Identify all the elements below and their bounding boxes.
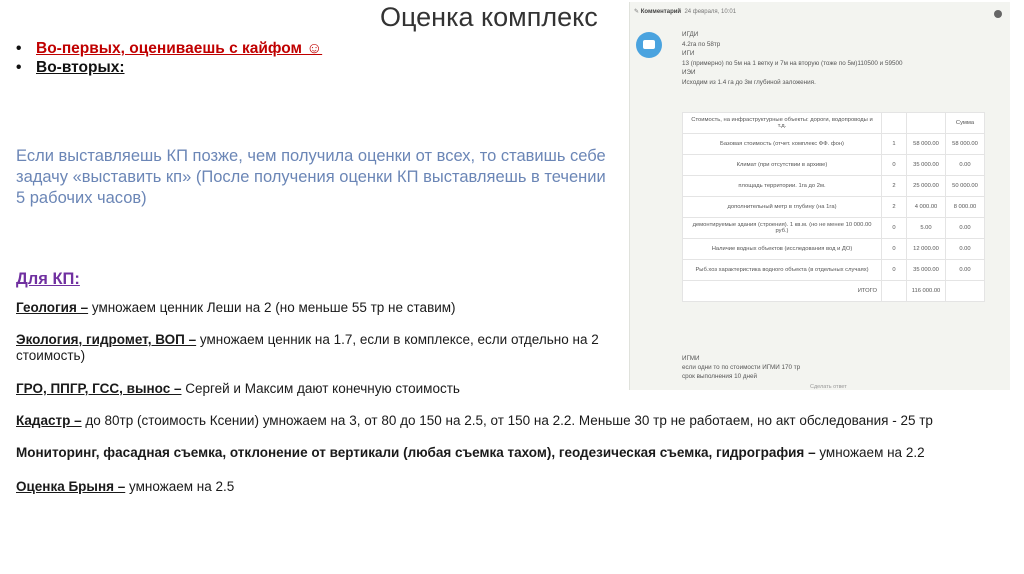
comment-date: 24 февраля, 10:01 bbox=[684, 9, 737, 15]
rule-gro bbox=[16, 380, 460, 397]
rule-gro-text: Сергей и Максим дают конечную стоимость bbox=[181, 381, 460, 396]
bullet-dot-icon: • bbox=[16, 40, 22, 57]
row-qty: 0 bbox=[882, 155, 907, 176]
rule-bryn-label: Оценка Брыня – bbox=[16, 479, 126, 494]
table-row bbox=[683, 239, 985, 260]
rule-monitoring-label: Мониторинг, фасадная съемка, отклонение от вертикали (любая съемка тахом), геодезическая съемка, гидрография – bbox=[16, 445, 816, 460]
table-row bbox=[683, 281, 985, 302]
comment-header bbox=[634, 8, 736, 15]
row-price: 5.00 bbox=[907, 218, 946, 239]
row-sum: 0.00 bbox=[946, 218, 985, 239]
rule-ecology-tail: стоимость) bbox=[16, 348, 86, 363]
row-label: площадь территории. 1га до 2м. bbox=[683, 176, 882, 197]
table-header-cell: Стоимость, на инфраструктурные объекты: дороги, водопроводы и т.д. bbox=[683, 113, 882, 134]
rule-cadastre bbox=[16, 412, 933, 429]
row-label: Базовая стоимость (отчет. комплекс ФФ. фон) bbox=[683, 134, 882, 155]
message-line: ИГИ bbox=[682, 50, 695, 57]
table-row bbox=[683, 218, 985, 239]
chat-icon bbox=[636, 32, 662, 58]
total-value: 116 000.00 bbox=[907, 281, 946, 302]
rule-geology-text: умножаем ценник Леши на 2 (но меньше 55 тр не ставим) bbox=[88, 300, 456, 315]
table-row bbox=[683, 155, 985, 176]
row-qty: 1 bbox=[882, 134, 907, 155]
comment-message-2 bbox=[682, 354, 800, 381]
row-label: дополнительный метр в глубину (на 1га) bbox=[683, 197, 882, 218]
row-qty: 2 bbox=[882, 176, 907, 197]
comment-message bbox=[682, 30, 902, 87]
row-sum: 0.00 bbox=[946, 155, 985, 176]
message-line: 13 (примерно) по 5м на 1 ветку и 7м на вторую (тоже по 5м)110500 и 59500 bbox=[682, 59, 903, 67]
message-line: срок выполнения 10 дней bbox=[682, 373, 758, 380]
row-price: 35 000.00 bbox=[907, 260, 946, 281]
message-line: ИГМИ bbox=[682, 355, 700, 362]
total-label: ИТОГО bbox=[683, 281, 882, 302]
rule-ecology-label: Экология, гидромет, ВОП – bbox=[16, 332, 197, 347]
message-line: ИГДИ bbox=[682, 31, 699, 38]
row-sum: 0.00 bbox=[946, 260, 985, 281]
slide-title: Оценка комплекс bbox=[380, 2, 598, 32]
table-row bbox=[683, 134, 985, 155]
avatar bbox=[994, 10, 1002, 18]
row-price: 4 000.00 bbox=[907, 197, 946, 218]
rule-geology-label: Геология – bbox=[16, 300, 89, 315]
row-label: Наличие водных объектов (исследования вод и ДО) bbox=[683, 239, 882, 260]
row-label: Рыб.хоз характеристика водного объекта (в отдельных случаях) bbox=[683, 260, 882, 281]
bullet-first bbox=[16, 40, 322, 58]
row-label: демонтируемые здания (строения). 1 кв.м. (но не менее 10 000.00 руб.) bbox=[683, 218, 882, 239]
row-qty: 0 bbox=[882, 218, 907, 239]
rule-gro-label: ГРО, ППГР, ГСС, вынос – bbox=[16, 381, 182, 396]
comment-header-label: Комментарий bbox=[640, 9, 682, 15]
deadline-paragraph: Если выставляешь КП позже, чем получила оценки от всех, то ставишь себе задачу «выставить кп» (После получения оценки КП выставляешь в течении 5 рабочих часов) bbox=[16, 147, 606, 207]
row-price: 25 000.00 bbox=[907, 176, 946, 197]
table-row bbox=[683, 197, 985, 218]
rule-cadastre-label: Кадастр – bbox=[16, 413, 82, 428]
rule-geology bbox=[16, 299, 456, 316]
message-line: Исходим из 1.4 га до 3м глубиной заложения. bbox=[682, 78, 816, 86]
table-row bbox=[683, 113, 985, 134]
message-line: ИЭИ bbox=[682, 69, 696, 76]
row-label: Климат (при отсутствии в архиве) bbox=[683, 155, 882, 176]
rule-monitoring-text: умножаем на 2.2 bbox=[815, 445, 925, 460]
rule-cadastre-text: до 80тр (стоимость Ксении) умножаем на 3, от 80 до 150 на 2.5, от 150 на 2.2. Меньше 30 тр не работаем, но акт обследования - 25 тр bbox=[81, 413, 933, 428]
bullet-second-text: Во-вторых: bbox=[36, 59, 125, 76]
rule-ecology bbox=[16, 331, 599, 348]
bullet-first-text: Во-первых, оцениваешь с кайфом ☺ bbox=[36, 40, 323, 57]
row-qty: 0 bbox=[882, 260, 907, 281]
row-price: 58 000.00 bbox=[907, 134, 946, 155]
row-price: 35 000.00 bbox=[907, 155, 946, 176]
bullet-second bbox=[16, 59, 322, 77]
rule-ecology-text: умножаем ценник на 1.7, если в комплексе, если отдельно на 2 bbox=[196, 332, 599, 347]
row-sum: 0.00 bbox=[946, 239, 985, 260]
pencil-icon: ✎ bbox=[634, 9, 641, 15]
sum-header-cell: Сумма bbox=[946, 113, 985, 134]
cost-table bbox=[682, 112, 985, 302]
row-sum: 8 000.00 bbox=[946, 197, 985, 218]
message-line: если одни то по стоимости ИГМИ 170 тр bbox=[682, 364, 801, 371]
row-sum: 50 000.00 bbox=[946, 176, 985, 197]
rule-bryn bbox=[16, 478, 234, 495]
kp-heading: Для КП: bbox=[16, 270, 80, 288]
bullet-dot-icon: • bbox=[16, 59, 22, 76]
message-line: 4.2га по 58тр bbox=[682, 40, 721, 48]
row-qty: 2 bbox=[882, 197, 907, 218]
reply-button[interactable]: Сделать ответ bbox=[810, 384, 847, 390]
rule-bryn-text: умножаем на 2.5 bbox=[125, 479, 235, 494]
bullet-list bbox=[16, 40, 322, 78]
row-price: 12 000.00 bbox=[907, 239, 946, 260]
row-sum: 58 000.00 bbox=[946, 134, 985, 155]
table-row bbox=[683, 176, 985, 197]
table-row bbox=[683, 260, 985, 281]
row-qty: 0 bbox=[882, 239, 907, 260]
rule-monitoring bbox=[16, 444, 925, 461]
comment-screenshot bbox=[629, 2, 1010, 390]
